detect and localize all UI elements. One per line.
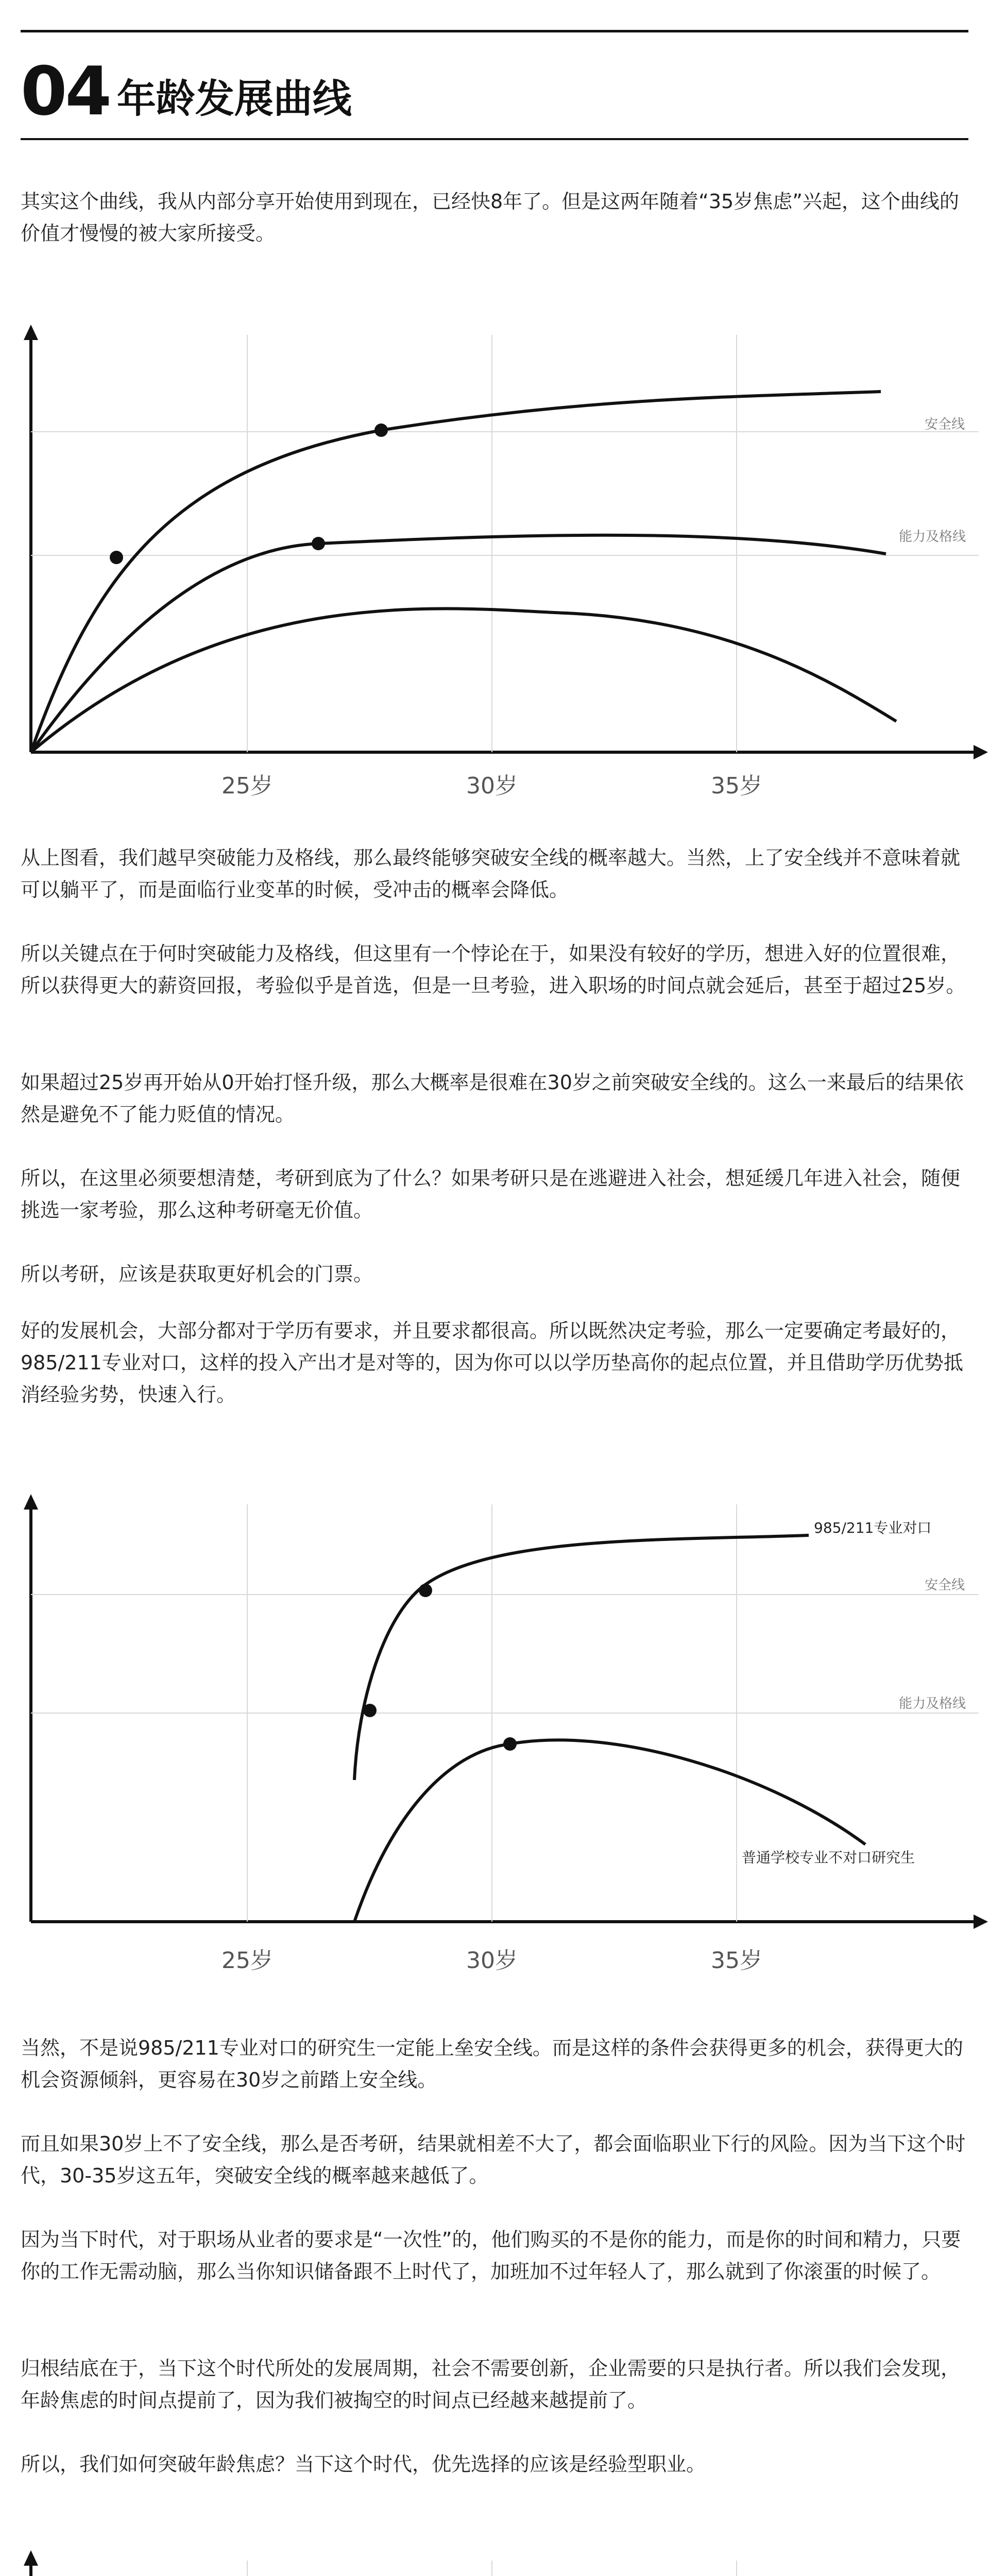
paragraph-10: 因为当下时代，对于职场从业者的要求是“一次性”的，他们购买的不是你的能力，而是你的时间和精力，只要你的工作无需动脑，那么当你知识储备跟不上时代了，加班加不过年轻人了，那么就到了你滚蛋的时候了。 xyxy=(21,2228,961,2283)
chart2-point-2 xyxy=(419,1584,432,1597)
chart2-tick-25: 25岁 xyxy=(221,1947,273,1974)
chart2-tick-30: 30岁 xyxy=(466,1947,518,1974)
chart2-safety-label: 安全线 xyxy=(925,1578,965,1593)
chart2-tick-35: 35岁 xyxy=(711,1947,762,1974)
paragraph-2: 从上图看，我们越早突破能力及格线，那么最终能够突破安全线的概率越大。当然，上了安全线并不意味着就可以躺平了，而是面临行业变革的时候，受冲击的概率会降低。 xyxy=(21,846,961,901)
paragraph-12: 所以，我们如何突破年龄焦虑？当下这个时代，优先选择的应该是经验型职业。 xyxy=(21,2453,706,2476)
chart2-label-985: 985/211专业对口 xyxy=(814,1519,932,1536)
chart1-axes xyxy=(24,325,988,759)
title-rule xyxy=(21,138,968,140)
chart1-curve-mid xyxy=(31,535,886,752)
top-rule xyxy=(21,30,968,32)
chart1-curve-bottom xyxy=(31,608,896,752)
paragraph-6: 所以考研，应该是获取更好机会的门票。 xyxy=(21,1263,373,1285)
chart2-point-3 xyxy=(503,1737,517,1751)
chart2-curve-top xyxy=(354,1535,809,1780)
chart1-point-2 xyxy=(312,537,325,550)
paragraph-8: 当然，不是说985/211专业对口的研究生一定能上垒安全线。而是这样的条件会获得更多的机会，获得更大的机会资源倾斜，更容易在30岁之前踏上安全线。 xyxy=(21,2037,963,2091)
page-title: 年龄发展曲线 xyxy=(116,76,352,122)
chart1-pass-label: 能力及格线 xyxy=(899,529,966,545)
chart2-point-1 xyxy=(363,1704,377,1717)
career-curve-chart-2 xyxy=(0,1484,989,1989)
chart1-point-1 xyxy=(110,551,123,564)
intro-paragraph: 其实这个曲线，我从内部分享开始使用到现在，已经快8年了。但是这两年随着“35岁焦虑”兴起，这个曲线的价值才慢慢的被大家所接受。 xyxy=(21,190,959,245)
chart2-pass-label: 能力及格线 xyxy=(899,1696,966,1711)
career-curve-chart-1 xyxy=(0,319,989,814)
paragraph-3: 所以关键点在于何时突破能力及格线，但这里有一个悖论在于，如果没有较好的学历，想进入好的位置很难，所以获得更大的薪资回报，考验似乎是首选，但是一旦考验，进入职场的时间点就会延后，甚至于超过25岁。 xyxy=(21,942,966,997)
chart1-point-3 xyxy=(374,423,388,437)
section-number: 04 xyxy=(21,52,110,130)
paragraph-11: 归根结底在于，当下这个时代所处的发展周期，社会不需要创新，企业需要的只是执行者。所以我们会发现，年龄焦虑的时间点提前了，因为我们被掏空的时间点已经越来越提前了。 xyxy=(21,2357,961,2412)
paragraph-4: 如果超过25岁再开始从0开始打怪升级，那么大概率是很难在30岁之前突破安全线的。这么一来最后的结果依然是避免不了能力贬值的情况。 xyxy=(21,1071,964,1126)
growth-trajectory-chart xyxy=(0,2540,989,2576)
paragraph-7: 好的发展机会，大部分都对于学历有要求，并且要求都很高。所以既然决定考验，那么一定要确定考最好的，985/211专业对口，这样的投入产出才是对等的，因为你可以以学历垫高你的起点位置，并且借助学历优势抵消经验劣势，快速入行。 xyxy=(21,1319,963,1406)
chart1-safety-label: 安全线 xyxy=(925,417,965,432)
paragraph-9: 而且如果30岁上不了安全线，那么是否考研，结果就相差不大了，都会面临职业下行的风险。因为当下这个时代，30-35岁这五年，突破安全线的概率越来越低了。 xyxy=(21,2132,966,2187)
chart2-label-ordinary: 普通学校专业不对口研究生 xyxy=(742,1849,915,1866)
chart2-curve-bottom xyxy=(354,1740,865,1922)
chart3-axes xyxy=(24,2550,988,2576)
chart1-tick-25: 25岁 xyxy=(221,773,273,799)
chart1-tick-30: 30岁 xyxy=(466,773,518,799)
chart1-tick-35: 35岁 xyxy=(711,773,762,799)
chart1-curve-top xyxy=(31,392,881,752)
section-title xyxy=(21,47,352,130)
chart3-gridlines xyxy=(247,2561,737,2576)
paragraph-5: 所以，在这里必须要想清楚，考研到底为了什么？如果考研只是在逃避进入社会，想延缓几年进入社会，随便挑选一家考验，那么这种考研毫无价值。 xyxy=(21,1167,961,1222)
